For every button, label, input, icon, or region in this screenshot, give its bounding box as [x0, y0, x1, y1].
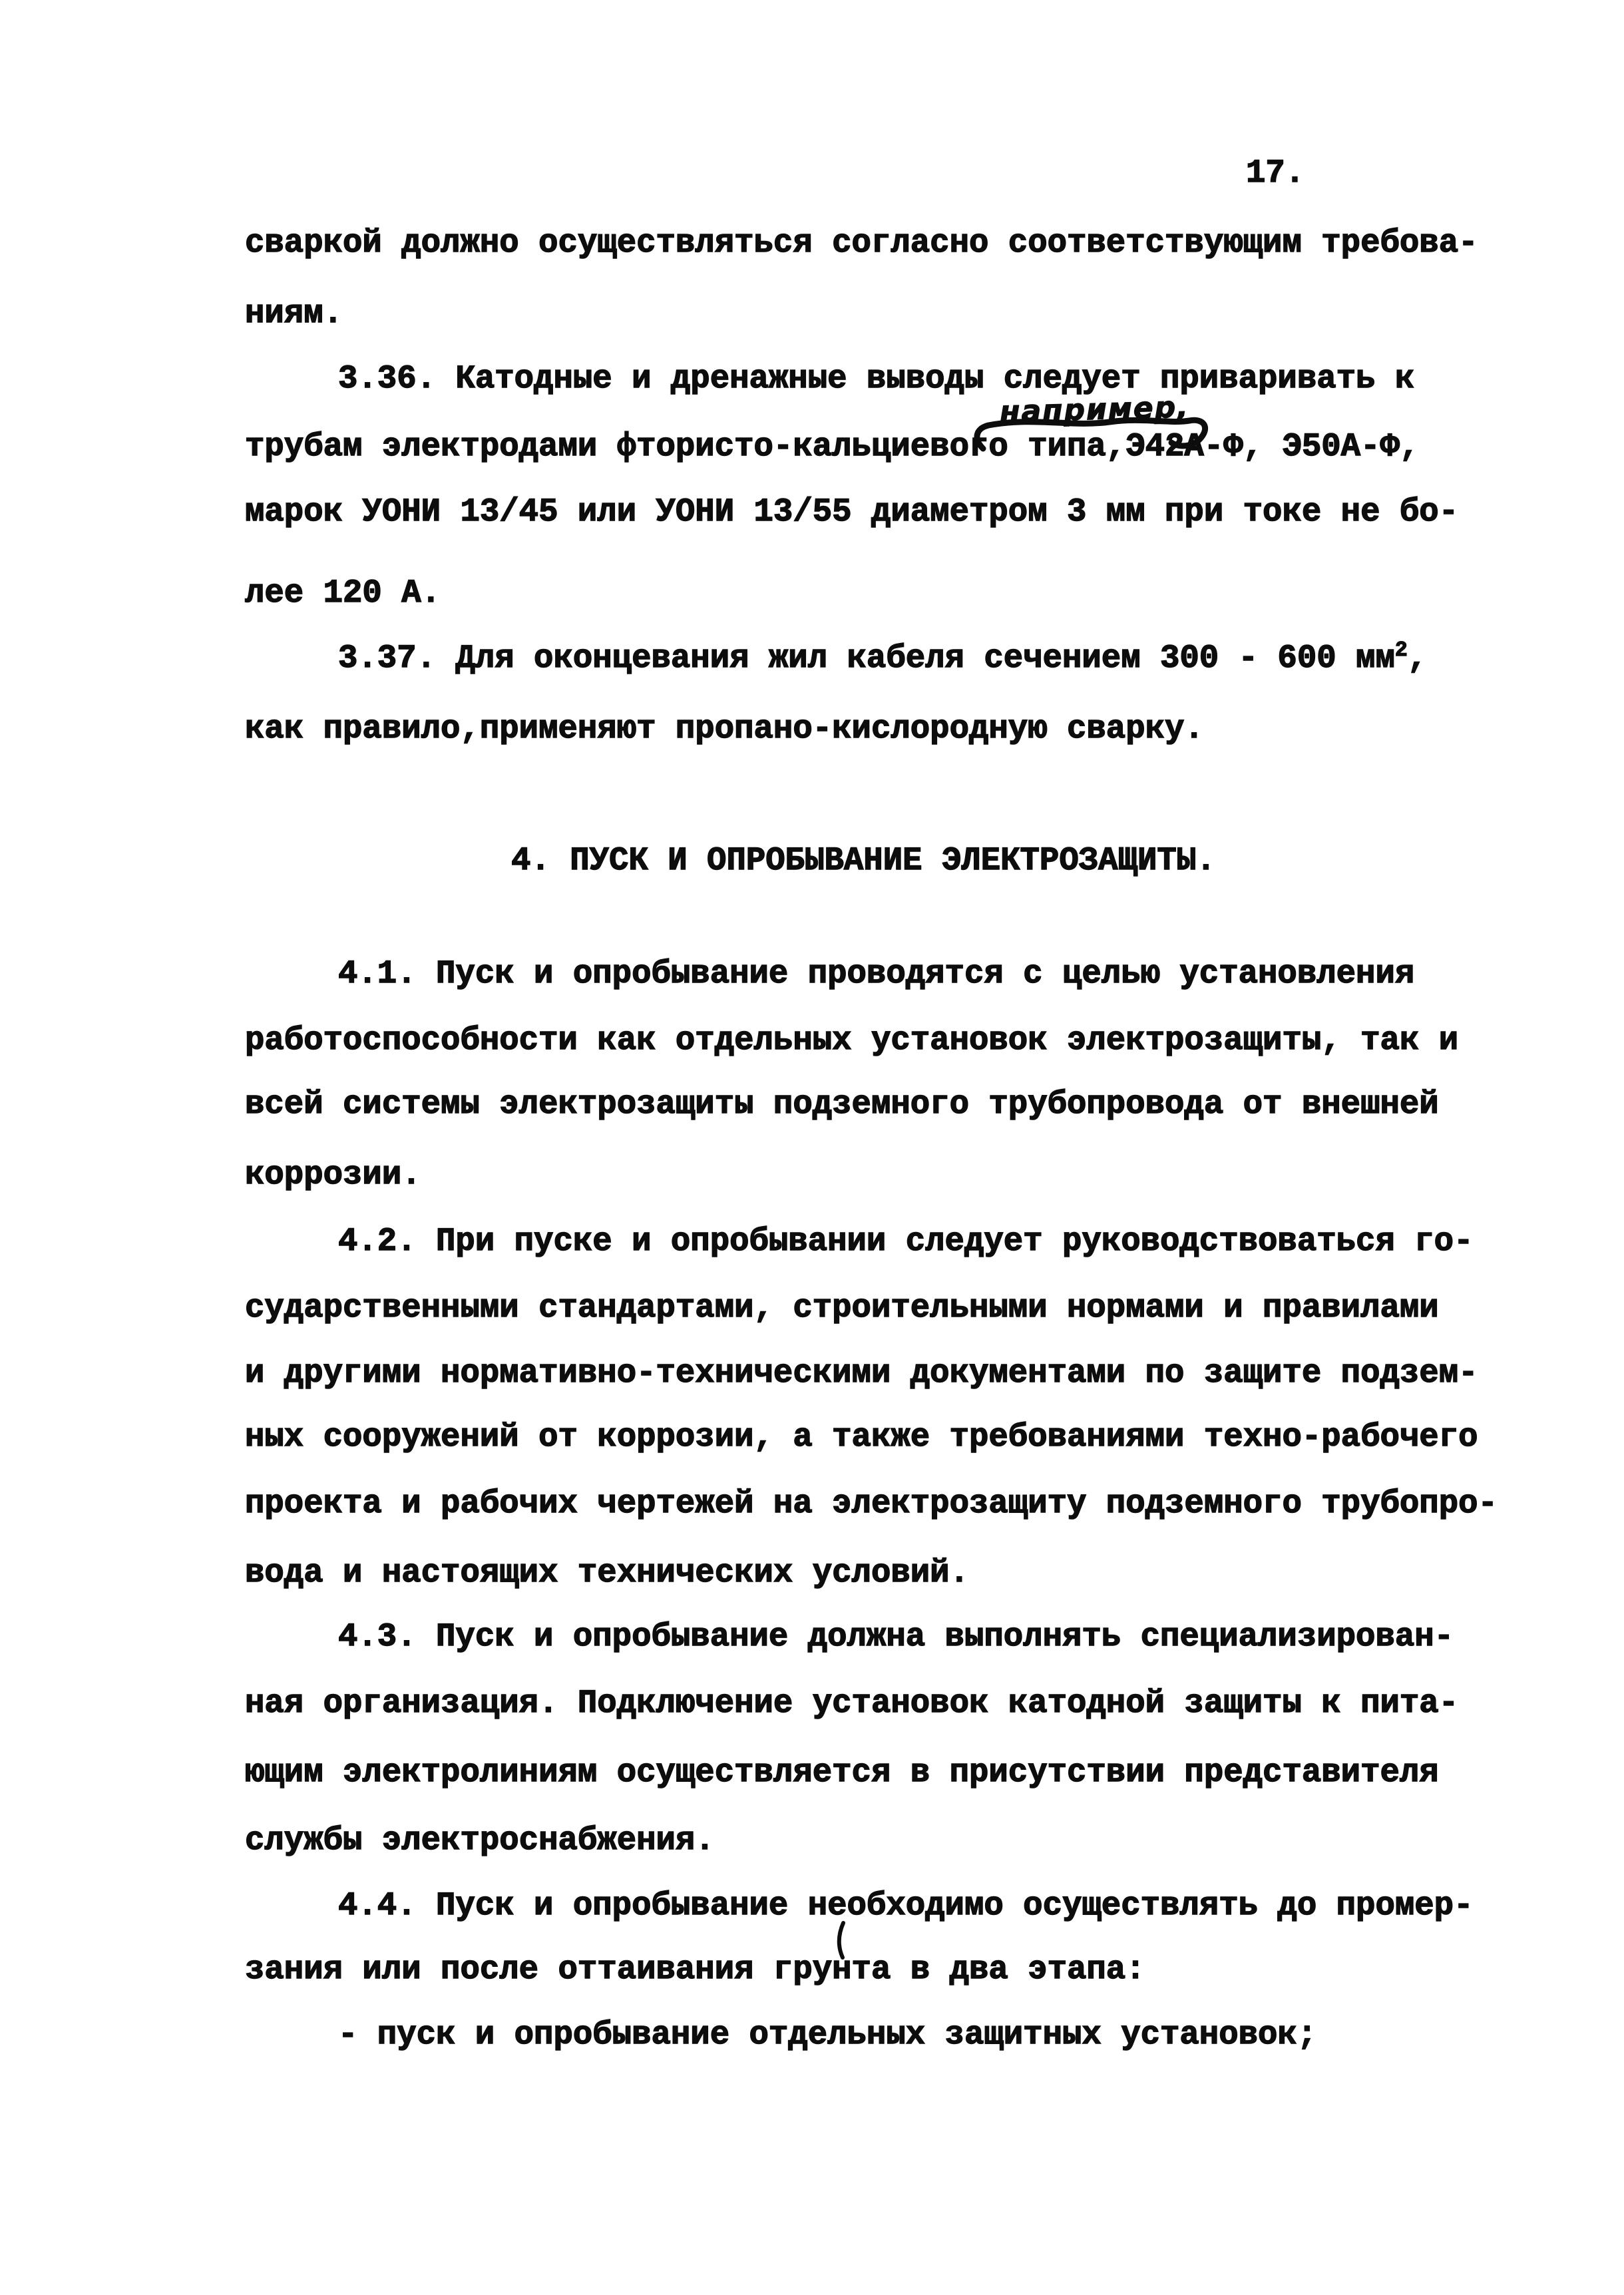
text-line: [245, 640, 1427, 677]
text-line: работоспособности как отдельных установок электрозащиты, так и: [245, 1022, 1459, 1059]
text-line: 4.2. При пуске и опробывании следует руководствоваться го-: [338, 1223, 1474, 1260]
text-line: марок УОНИ 13/45 или УОНИ 13/55 диаметром 3 мм при токе не бо-: [245, 493, 1459, 530]
text-line: ниям.: [245, 295, 343, 332]
text-line: 4.1. Пуск и опробывание проводятся с целью установления: [338, 955, 1415, 992]
text-line: - пуск и опробывание отдельных защитных установок;: [338, 2016, 1317, 2053]
text-segment: 3.37. Для оконцевания жил кабеля сечением 300 - 600 мм: [338, 640, 1395, 677]
text-line: 4.3. Пуск и опробывание должна выполнять специализирован-: [338, 1618, 1454, 1655]
text-segment: ,: [1407, 640, 1428, 677]
text-line: проекта и рабочих чертежей на электрозащиту подземного трубопро-: [245, 1485, 1498, 1522]
text-line: ных сооружений от коррозии, а также требованиями техно-рабочего: [245, 1418, 1478, 1456]
text-line: сваркой должно осуществляться согласно соответствующим требова-: [245, 224, 1478, 262]
text-line: 4.4. Пуск и опробывание необходимо осуществлять до промер-: [338, 1887, 1474, 1924]
text-line: вода и настоящих технических условий.: [245, 1554, 969, 1591]
text-line: и другими нормативно-техническими документами по защите подзем-: [245, 1355, 1478, 1392]
text-line: коррозии.: [245, 1156, 421, 1193]
text-line: ющим электролиниям осуществляется в присутствии представителя: [245, 1754, 1439, 1791]
handwritten-note: например,: [999, 390, 1190, 429]
text-line: как правило,применяют пропано-кислородную сварку.: [245, 710, 1204, 747]
text-line: лее 120 А.: [245, 574, 441, 612]
text-line: ная организация. Подключение установок катодной защиты к пита-: [245, 1685, 1459, 1722]
page-number: 17.: [1246, 154, 1305, 192]
text-line: трубам электродами фтористо-кальциевого типа,Э42А-Ф, Э50А-Ф,: [245, 428, 1420, 465]
text-line: зания или после оттаивания грунта в два этапа:: [245, 1951, 1145, 1988]
text-line: службы электроснабжения.: [245, 1822, 715, 1859]
superscript-2: 2: [1394, 638, 1408, 662]
section-heading: 4. ПУСК И ОПРОБЫВАНИЕ ЭЛЕКТРОЗАЩИТЫ.: [511, 842, 1216, 879]
text-line: всей системы электрозащиты подземного трубопровода от внешней: [245, 1086, 1439, 1123]
text-line: 3.36. Катодные и дренажные выводы следует приваривать к: [338, 360, 1415, 397]
text-line: сударственными стандартами, строительными нормами и правилами: [245, 1289, 1439, 1327]
